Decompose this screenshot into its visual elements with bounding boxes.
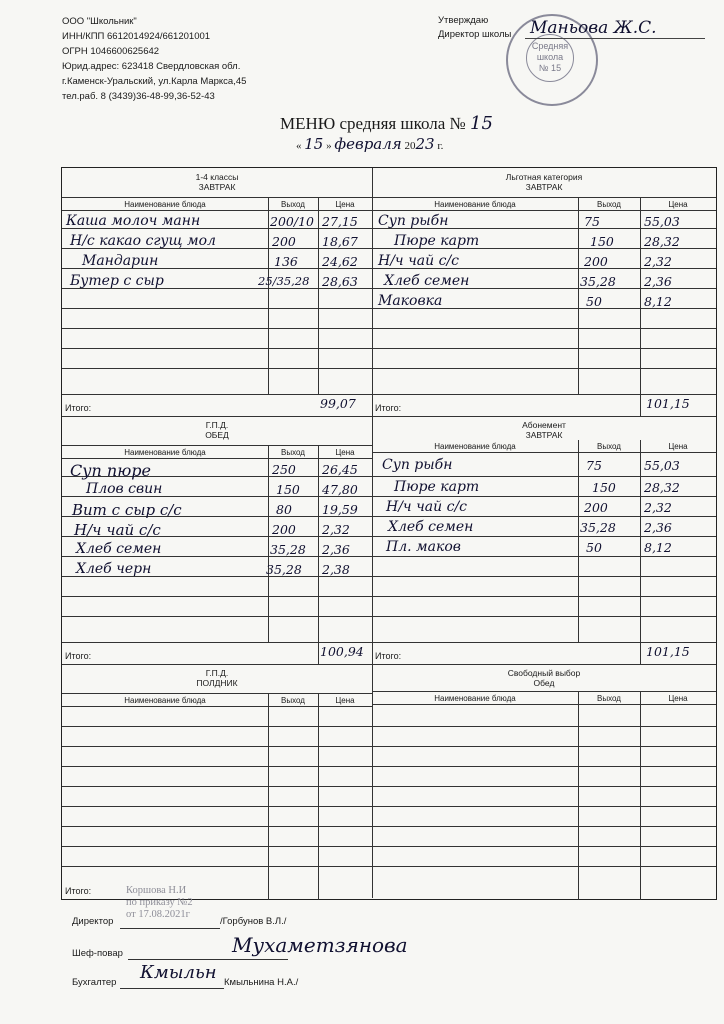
rule [372,556,716,557]
col-rule [268,693,269,900]
section-breakfast-benefit [372,168,716,416]
section-snack-gpd [62,664,372,900]
rule [62,210,372,211]
accountant-signature-line [120,988,224,989]
rule [372,328,716,329]
dish-out: 75 [584,214,600,229]
col-name-header: Наименование блюда [124,448,206,457]
dish-price: 2,32 [644,254,672,269]
dish-price: 18,67 [322,234,358,249]
org-name: ООО "Школьник" [62,16,137,27]
col-rule [268,197,269,394]
dish-out: 136 [274,254,298,269]
rule [372,210,716,211]
section-title: Г.П.Д. [205,668,229,678]
menu-date: « 15 » февраля 2023 г. [296,135,444,153]
section-breakfast-1-4 [62,168,372,416]
date-year-prefix: 20 [404,140,416,152]
dish-name: Пл. маков [386,539,461,555]
school-number: 15 [470,113,493,134]
col-out-header: Выход [597,442,621,451]
chef-signature-line [128,959,288,960]
total-label: Итого: [375,651,402,661]
dish-price: 28,63 [322,274,358,289]
org-address-2: г.Каменск-Уральский, ул.Карла Маркса,45 [62,76,247,87]
rule [372,766,716,767]
rule [62,368,372,369]
dish-price: 28,32 [644,480,680,495]
col-name-header: Наименование блюда [124,696,206,705]
dish-price: 55,03 [644,214,680,229]
rule [62,458,372,459]
dish-name: Н/с какао сгущ мол [70,233,216,249]
col-name-header: Наименование блюда [434,442,516,451]
rule [372,452,716,453]
rule [62,706,372,707]
col-out-header: Выход [597,200,621,209]
section-subtitle: ПОЛДНИК [196,678,238,688]
rule [372,826,716,827]
dish-out: 200 [584,254,608,269]
approve-label: Утверждаю [438,15,489,26]
rule [62,746,372,747]
faint-stamp [126,885,193,921]
dish-name: Вит с сыр с/с [72,501,182,519]
dish-out: 35,28 [580,274,616,289]
page-title [280,113,493,134]
signature-line [525,38,705,39]
section-breakfast-subscription [372,416,716,664]
col-rule [578,197,579,394]
rule [62,616,372,617]
section-title: Абонемент [522,420,566,430]
rule [62,846,372,847]
total-value: 99,07 [320,396,356,411]
dish-out: 35,28 [270,542,306,557]
rule [62,308,372,309]
col-price-header: Цена [668,694,688,703]
date-year: 23 [415,135,435,153]
rule [372,846,716,847]
dish-price: 47,80 [322,482,358,497]
dish-price: 24,62 [322,254,358,269]
total-value: 101,15 [646,396,690,411]
rule [62,445,372,446]
section-subtitle: ЗАВТРАК [525,182,563,192]
dish-out: 200 [584,500,608,515]
accountant-label: Бухгалтер [72,977,117,988]
col-out-header: Выход [281,696,305,705]
dish-name: Мандарин [82,253,159,269]
section-lunch-gpd [62,416,372,664]
rule [372,197,716,198]
faint-stamp-line-1: Коршова Н.И [126,885,187,896]
date-suffix: г. [437,140,444,152]
org-address-1: Юрид.адрес: 623418 Свердловская обл. [62,61,241,72]
stamp-line-2: школа [536,52,564,62]
dish-name: Суп рыбн [378,213,449,229]
dish-out: 80 [276,502,292,517]
dish-name: Н/ч чай с/с [386,499,468,515]
dish-price: 2,32 [322,522,350,537]
rule [62,806,372,807]
dish-name: Суп пюре [70,461,152,480]
col-name-header: Наименование блюда [434,200,516,209]
dish-out: 250 [272,462,296,477]
stamp-center [526,34,574,82]
dish-name: Хлеб черн [76,561,152,577]
col-rule [578,691,579,900]
col-rule [640,691,641,900]
col-rule [318,693,319,900]
approve-director-label: Директор школы [438,29,512,40]
dish-name: Н/ч чай с/с [378,253,460,269]
approval-block [438,14,511,42]
section-subtitle: ЗАВТРАК [198,182,236,192]
section-subtitle: ЗАВТРАК [525,430,563,440]
dish-out: 50 [586,294,602,309]
dish-out: 200 [272,234,296,249]
total-label: Итого: [65,403,92,413]
dish-out: 75 [586,458,602,473]
section-header [62,172,372,192]
rule [372,348,716,349]
dish-name: Н/ч чай с/с [74,521,161,539]
dish-name: Каша молоч манн [66,213,201,229]
dish-name: Суп рыбн [382,457,453,473]
rule [372,806,716,807]
rule [372,394,716,395]
dish-out: 150 [590,234,614,249]
rule [372,726,716,727]
rule [372,642,716,643]
accountant-name: Кмыльнина Н.А./ [224,977,299,988]
organization-info [62,14,246,104]
rule [62,394,372,395]
dish-price: 28,32 [644,234,680,249]
col-rule [640,440,641,664]
rule [372,691,716,692]
section-title: 1-4 классы [195,172,239,182]
faint-stamp-line-3: от 17.08.2021г [126,909,190,920]
rule [62,866,372,867]
rule [62,642,372,643]
dish-price: 2,36 [644,274,672,289]
col-name-header: Наименование блюда [434,694,516,703]
menu-grid [61,167,717,900]
col-price-header: Цена [335,200,355,209]
dish-name: Пюре карт [394,479,480,495]
dish-price: 2,36 [322,542,350,557]
org-phone: тел.раб. 8 (3439)36-48-99,36-52-43 [62,91,215,102]
rule [372,576,716,577]
section-header [372,420,716,440]
director-name: /Горбунов В.Л./ [220,916,287,927]
dish-name: Плов свин [86,481,163,497]
col-out-header: Выход [597,694,621,703]
rule [62,786,372,787]
dish-out: 35,28 [580,520,616,535]
title-text: МЕНЮ средняя школа № [280,114,466,133]
dish-name: Хлеб семен [388,519,474,535]
rule [372,476,716,477]
total-label: Итого: [65,886,92,896]
rule [372,496,716,497]
dish-price: 8,12 [644,540,672,555]
section-header [372,172,716,192]
rule [372,746,716,747]
director-signature: Маньова Ж.С. [530,18,657,38]
col-rule [578,440,579,642]
section-free-choice [372,664,716,900]
section-title: Свободный выбор [507,668,581,678]
dish-name: Маковка [378,293,443,309]
rule [372,786,716,787]
col-out-header: Выход [281,448,305,457]
section-title: Г.П.Д. [205,420,229,430]
accountant-signature: Кмыльн [140,962,217,983]
dish-out: 35,28 [266,562,302,577]
dish-price: 2,32 [644,500,672,515]
total-label: Итого: [65,651,92,661]
col-rule [318,197,319,394]
dish-out: 150 [592,480,616,495]
section-header [62,668,372,688]
rule [372,866,716,867]
date-month: февраля [334,135,402,153]
rule [62,596,372,597]
rule [62,826,372,827]
rule [372,616,716,617]
rule [62,726,372,727]
rule [372,516,716,517]
dish-price: 2,38 [322,562,350,577]
section-header [62,420,372,440]
director-signature-line [120,928,220,929]
col-rule [268,445,269,642]
chef-label: Шеф-повар [72,948,123,959]
dish-price: 8,12 [644,294,672,309]
faint-stamp-line-2: по приказу №2 [126,897,193,908]
dish-out: 200 [272,522,296,537]
director-label: Директор [72,916,114,927]
dish-price: 55,03 [644,458,680,473]
col-price-header: Цена [335,448,355,457]
dish-price: 26,45 [322,462,358,477]
dish-out: 200/10 [270,214,314,229]
rule [372,368,716,369]
col-price-header: Цена [335,696,355,705]
col-price-header: Цена [668,442,688,451]
rule [62,197,372,198]
section-subtitle: Обед [533,678,555,688]
dish-out: 25/35,28 [258,274,310,288]
col-price-header: Цена [668,200,688,209]
rule [372,596,716,597]
dish-name: Бутер с сыр [70,273,164,289]
dish-out: 150 [276,482,300,497]
org-inn: ИНН/КПП 6612014924/661201001 [62,31,211,42]
dish-price: 2,36 [644,520,672,535]
dish-name: Хлеб семен [76,541,162,557]
dish-price: 27,15 [322,214,358,229]
col-rule [318,445,319,664]
col-rule [640,197,641,416]
dish-name: Пюре карт [394,233,480,249]
rule [62,693,372,694]
dish-name: Хлеб семен [384,273,470,289]
total-value: 100,94 [320,644,364,659]
date-day: 15 [304,135,324,153]
dish-out: 50 [586,540,602,555]
rule [372,536,716,537]
stamp-line-3: № 15 [538,63,562,73]
chef-signature: Мухаметзянова [232,933,408,957]
rule [372,704,716,705]
section-subtitle: ОБЕД [205,430,229,440]
total-label: Итого: [375,403,402,413]
col-name-header: Наименование блюда [124,200,206,209]
dish-price: 19,59 [322,502,358,517]
section-header [372,668,716,688]
rule [62,766,372,767]
section-title: Льготная категория [505,172,583,182]
rule [62,328,372,329]
rule [62,348,372,349]
col-out-header: Выход [281,200,305,209]
total-value: 101,15 [646,644,690,659]
org-ogrn: ОГРН 1046600625642 [62,46,160,57]
stamp-line-1: Средняя [531,41,569,51]
